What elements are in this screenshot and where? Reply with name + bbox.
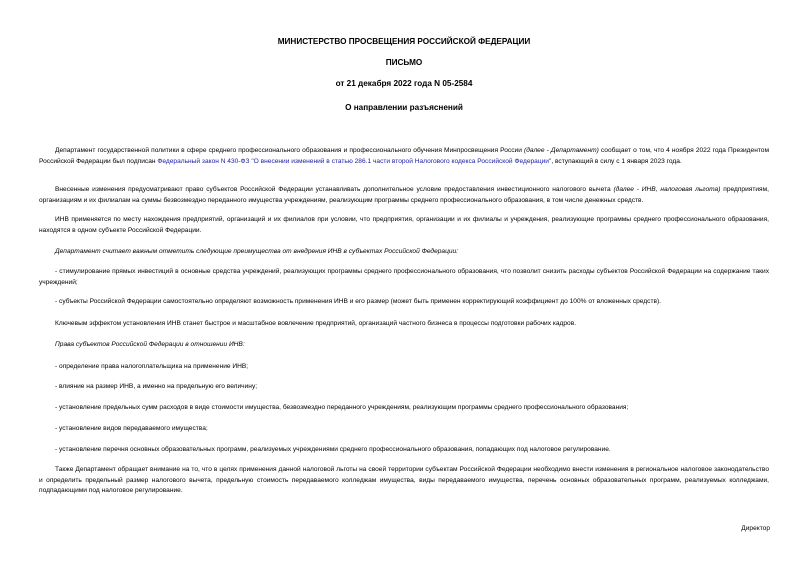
list-item: - установление перечня основных образовательных программ, реализуемых учреждениями среднего профессионального образования, попадающих под налоговое регулирование.	[55, 446, 611, 453]
list-item: - влияние на размер ИНВ, а именно на предельную его величину;	[55, 383, 258, 390]
paragraph-application: ИНВ применяется по месту нахождения предприятий, организаций и их филиалов при условии, что предприятия, организации и их филиалы и учреждения, реализующие программы среднего профессионального образования, находятся в одном субъекте Российской Федерации.	[39, 216, 769, 234]
signature: Директор	[741, 525, 770, 532]
paragraph-changes: Внесенные изменения предусматривают право субъектов Российской Федерации устанавливать дополнительное условие предоставления инвестиционного налогового вычета (далее - ИНВ, налоговая льгота) предприятиям, организациям и их филиалам на суммы безвозмездно переданного имущества учреждениям, реализующим программы среднего профессионального образования, в том числе денежных средств.	[39, 186, 769, 204]
list-item: - установление видов передаваемого имущества;	[55, 425, 208, 432]
paragraph-key-effect: Ключевым эффектом установления ИНВ станет быстрое и масштабное вовлечение предприятий, организаций частного бизнеса в процессы подготовки рабочих кадров.	[55, 320, 577, 327]
doc-type: ПИСЬМО	[385, 58, 423, 67]
paragraph-conclusion: Также Департамент обращает внимание на то, что в целях применения данной налоговой льготы на своей территории субъектам Российской Федерации необходимо внести изменения в региональное налоговое законодательство и определить предельный размер налогового вычета, предельную стоимость передаваемого колледжам имущества, виды передаваемого имущества, перечень основных образовательных программ, реализуемых колледжами, подпадающими под налоговое регулирование.	[39, 466, 769, 494]
law-link[interactable]: Федеральный закон N 430-ФЗ "О внесении изменений в статью 286.1 части второй Налогового кодекса Российской Федерации"	[157, 157, 552, 165]
ministry-title: МИНИСТЕРСТВО ПРОСВЕЩЕНИЯ РОССИЙСКОЙ ФЕДЕРАЦИИ	[277, 37, 531, 46]
list-item: - стимулирование прямых инвестиций в основные средства учреждений, реализующих программы среднего профессионального образования, что позволит снизить расходы субъектов Российской Федерации на содержание таких учреждений;	[39, 268, 769, 286]
list-item: - установление предельных сумм расходов в виде стоимости имущества, безвозмездно переданного учреждениям, реализующим программы среднего профессионального образования;	[55, 404, 629, 411]
paragraph-intro: Департамент государственной политики в сфере среднего профессионального образования и профессионального обучения Минпросвещения России (далее - Департамент) сообщает о том, что 4 ноября 2022 года Президентом Российской Федерации был подписан Федеральный закон N 430-ФЗ "О внесении изменений в статью 286.1 части второй Налогового кодекса Российской Федерации", вступающий в силу с 1 января 2023 года.	[39, 147, 769, 165]
list-item: - определение права налогоплательщика на применение ИНВ;	[55, 363, 249, 370]
doc-subject: О направлении разъяснений	[345, 103, 463, 112]
paragraph-advantages-heading: Департамент считает важным отметить следующие преимущества от внедрения ИНВ в субъектах Российской Федерации:	[55, 248, 459, 255]
date-number: от 21 декабря 2022 года N 05-2584	[335, 79, 473, 88]
paragraph-rights-heading: Права субъектов Российской Федерации в отношении ИНВ:	[55, 341, 245, 348]
list-item: - субъекты Российской Федерации самостоятельно определяют возможность применения ИНВ и его размер (может быть применен корректирующий коэффициент до 100% от вложенных средств).	[55, 298, 661, 305]
